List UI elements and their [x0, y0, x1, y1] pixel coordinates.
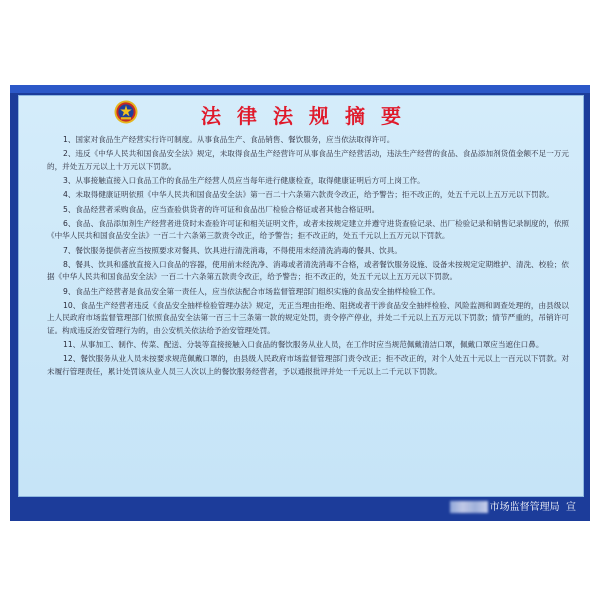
- list-item: 9、食品生产经营者是食品安全第一责任人，应当依法配合市场监督管理部门组织实施的食品安全抽样检验工作。: [63, 286, 440, 296]
- issuer-suffix: 宣: [566, 502, 576, 513]
- issuer-footer: [450, 499, 576, 517]
- content-panel: [18, 95, 584, 497]
- list-item: 8、餐具、饮具和盛放直接入口食品的容器，使用前未经洗净、消毒或者清洗消毒不合格，或者餐饮服务设施、设备未按规定定期维护、清洗、校验；依据《中华人民共和国食品安全法》一百二十六条第五款责令改正，给予警告；拒不改正的，处五千元以上五万元以下罚款。: [47, 260, 570, 282]
- notice-board: [10, 85, 590, 521]
- list-item: 12、餐饮服务从业人员未按要求规范佩戴口罩的，由县级人民政府市场监督管理部门责令改正；拒不改正的，对个人处五十元以上一百元以下罚款。对未履行管理责任，累计处罚该从业人员三人次以上的餐饮服务经营者，予以通报批评并处一千元以上二千元以下罚款。: [47, 354, 569, 376]
- list-item: 10、食品生产经营者违反《食品安全抽样检验管理办法》规定，无正当理由拒绝、阻挠或者干涉食品安全抽样检验、风险监测和调查处理的，由县级以上人民政府市场监督管理部门依照食品安全法第一百三十三条第一款的规定处罚，责令停产停业，并处二千元以上五万元以下罚款；情节严重的，吊销许可证。构成违反治安管理行为的，由公安机关依法给予治安管理处罚。: [47, 301, 569, 335]
- list-item: 3、从事接触直接入口食品工作的食品生产经营人员应当每年进行健康检查，取得健康证明后方可上岗工作。: [63, 175, 425, 185]
- list-item: 5、食品经营者采购食品，应当查验供货者的许可证和食品出厂检验合格证或者其他合格证明。: [63, 204, 380, 214]
- regulation-list: [47, 134, 569, 380]
- page-title: 法律法规摘要: [201, 104, 417, 128]
- redacted-region: [450, 501, 488, 513]
- list-item: 1、国家对食品生产经营实行许可制度。从事食品生产、食品销售、餐饮服务，应当依法取得许可。: [63, 135, 395, 144]
- issuer-name: 市场监督管理局: [489, 502, 560, 513]
- list-item: 2、违反《中华人民共和国食品安全法》规定，未取得食品生产经营许可从事食品生产经营活动，违法生产经营的食品、食品添加剂货值金额不足一万元的，并处五万元以上十万元以下罚款。: [47, 149, 570, 171]
- list-item: 4、未取得健康证明依照《中华人民共和国食品安全法》第一百二十六条第六款责令改正，给予警告；拒不改正的，处五千元以上五万元以下罚款。: [63, 190, 554, 200]
- list-item: 7、餐饮服务提供者应当按照要求对餐具、饮具进行清洗消毒，不得使用未经清洗消毒的餐具、饮具。: [63, 245, 402, 255]
- list-item: 6、食品、食品添加剂生产经营者进货时未查验许可证和相关证明文件，或者未按规定建立并遵守进货查验记录、出厂检验记录和销售记录制度的，依照《中华人民共和国食品安全法》一百二十六条第三款责令改正，给予警告；拒不改正的，处五千元以上五万元以下罚款。: [47, 219, 570, 241]
- list-item: 11、从事加工、制作、传菜、配送、分装等直接接触入口食品的餐饮服务从业人员，在工作时应当规范佩戴清洁口罩，佩戴口罩应当遮住口鼻。: [63, 339, 544, 349]
